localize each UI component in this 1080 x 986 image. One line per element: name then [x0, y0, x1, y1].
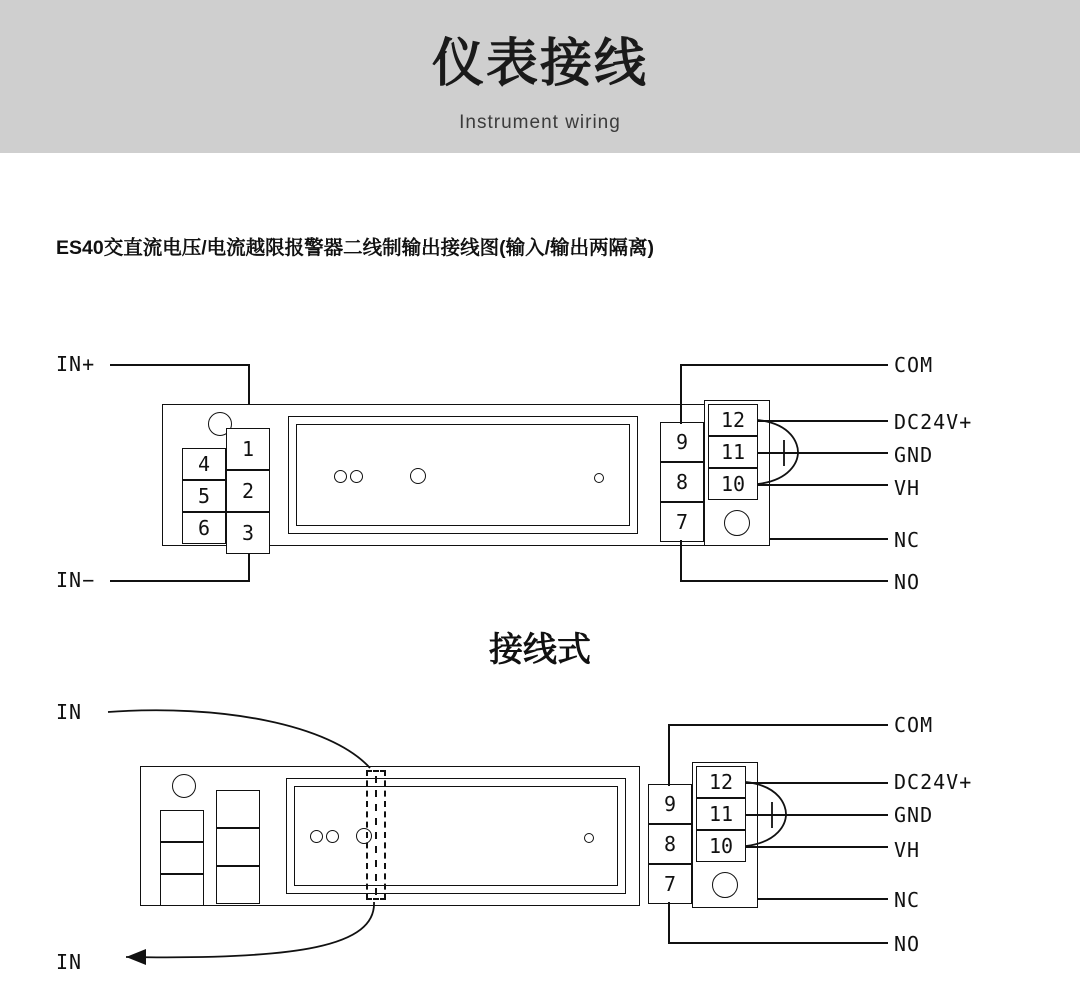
bottom-input-wire-bottom-curve: [126, 902, 374, 957]
top-device-indicator-1: [334, 470, 347, 483]
top-left-terminal-3: 3: [226, 512, 270, 554]
top-wire-nc: [770, 538, 888, 540]
top-left-terminal-4: 4: [182, 448, 226, 480]
bottom-left-label-in-bottom: IN: [56, 950, 83, 974]
top-wire-no: [680, 580, 888, 582]
bottom-wire-com-drop: [668, 724, 670, 786]
top-right-label-gnd: GND: [894, 443, 934, 467]
bottom-wire-no: [668, 942, 888, 944]
bottom-left-terminal-cell-2: [160, 842, 204, 874]
bottom-left-terminal-cell-4: [216, 790, 260, 828]
page-title: 仪表接线: [431, 35, 648, 93]
bottom-wire-vh: [746, 846, 888, 848]
top-left-terminal-6: 6: [182, 512, 226, 544]
top-wire-no-rise: [680, 540, 682, 580]
bottom-left-terminal-cell-3: [160, 874, 204, 906]
top-left-terminal-5: 5: [182, 480, 226, 512]
bottom-wire-no-rise: [668, 902, 670, 942]
bottom-left-terminal-cell-1: [160, 810, 204, 842]
bottom-right-label-vh: VH: [894, 838, 921, 862]
top-right-terminal-11: 11: [708, 436, 758, 468]
bottom-right-terminal-10: 10: [696, 830, 746, 862]
section-title-wiring-type: 接线式: [489, 631, 591, 669]
top-right-label-vh: VH: [894, 476, 921, 500]
bottom-right-terminal-8: 8: [648, 824, 692, 864]
top-right-terminal-12: 12: [708, 404, 758, 436]
top-wire-vh: [758, 484, 888, 486]
bottom-input-arrowhead: [126, 949, 146, 965]
top-left-terminal-2: 2: [226, 470, 270, 512]
top-device-indicator-3: [410, 468, 426, 484]
bottom-wire-gnd: [746, 814, 888, 816]
top-wire-gnd: [758, 452, 888, 454]
bottom-wire-nc: [758, 898, 888, 900]
top-right-terminal-8: 8: [660, 462, 704, 502]
top-wire-com-drop: [680, 364, 682, 424]
top-right-terminal-10: 10: [708, 468, 758, 500]
bottom-right-label-gnd: GND: [894, 803, 934, 827]
bottom-right-label-nc: NC: [894, 888, 921, 912]
top-wire-in-plus-horizontal: [110, 364, 250, 366]
page-subtitle: Instrument wiring: [459, 112, 621, 133]
top-device-indicator-4: [594, 473, 604, 483]
top-right-screw: [724, 510, 750, 536]
top-right-label-nc: NC: [894, 528, 921, 552]
top-wire-in-minus-horizontal: [110, 580, 250, 582]
top-right-label-no: NO: [894, 570, 921, 594]
bottom-device-indicator-4: [584, 833, 594, 843]
bottom-wire-dc24v: [746, 782, 888, 784]
bottom-current-transformer-slot: [366, 770, 386, 900]
top-wire-com: [680, 364, 888, 366]
top-right-terminal-9: 9: [660, 422, 704, 462]
bottom-device-display-inner: [294, 786, 618, 886]
top-device-indicator-2: [350, 470, 363, 483]
bottom-right-screw: [712, 872, 738, 898]
bottom-left-terminal-cell-5: [216, 828, 260, 866]
bottom-left-label-in-top: IN: [56, 700, 83, 724]
bottom-right-label-com: COM: [894, 713, 934, 737]
bottom-device-indicator-2: [326, 830, 339, 843]
diagram-caption: ES40交直流电压/电流越限报警器二线制输出接线图(输入/输出两隔离): [56, 237, 655, 259]
bottom-device-screw-left: [172, 774, 196, 798]
bottom-right-terminal-11: 11: [696, 798, 746, 830]
bottom-right-label-no: NO: [894, 932, 921, 956]
top-right-terminal-7: 7: [660, 502, 704, 542]
bottom-right-terminal-12: 12: [696, 766, 746, 798]
top-left-terminal-1: 1: [226, 428, 270, 470]
top-right-label-com: COM: [894, 353, 934, 377]
bottom-right-terminal-9: 9: [648, 784, 692, 824]
bottom-left-terminal-cell-6: [216, 866, 260, 904]
bottom-right-terminal-7: 7: [648, 864, 692, 904]
top-wire-dc24v: [758, 420, 888, 422]
bottom-device-indicator-1: [310, 830, 323, 843]
bottom-input-wire-top-curve: [108, 710, 370, 768]
top-left-label-in-minus: IN−: [56, 568, 96, 592]
bottom-wire-com: [668, 724, 888, 726]
top-left-label-in-plus: IN+: [56, 352, 96, 376]
top-right-label-dc24v: DC24V+: [894, 410, 973, 434]
page-header-banner: [0, 0, 1080, 153]
bottom-right-label-dc24v: DC24V+: [894, 770, 973, 794]
